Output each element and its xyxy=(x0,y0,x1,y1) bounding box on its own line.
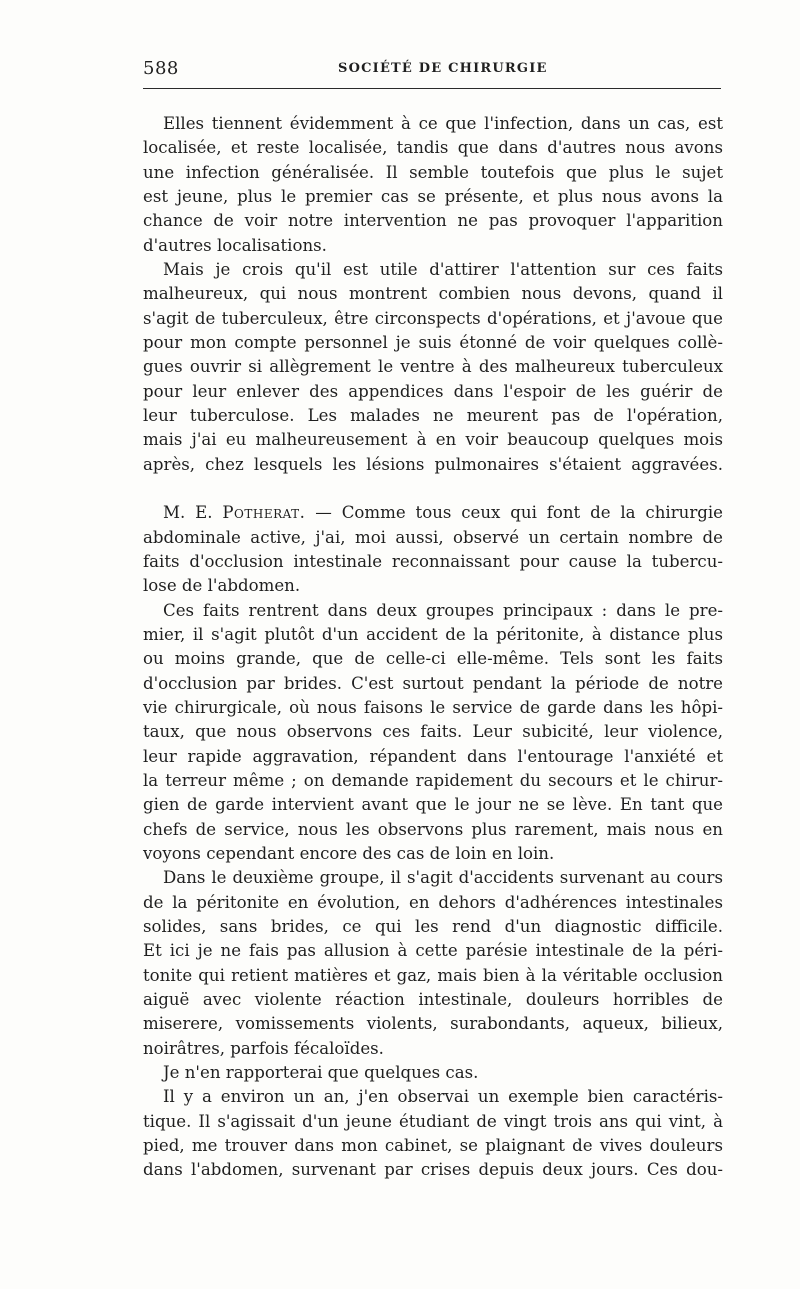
text-line: Et ici je ne fais pas allusion à cette parésie intestinale de la péri- xyxy=(143,941,723,961)
paragraph xyxy=(143,599,723,867)
text-line: abdominale active, j'ai, moi aussi, observé un certain nombre de xyxy=(143,527,723,547)
page-number: 588 xyxy=(143,58,179,79)
text-line: la terreur même ; on demande rapidement du secours et le chirur- xyxy=(143,770,723,790)
text-line: pour mon compte personnel je suis étonné de voir quelques collè- xyxy=(143,333,723,353)
text-line: gien de garde intervient avant que le jour ne se lève. En tant que xyxy=(143,795,723,815)
text-line: voyons cependant encore des cas de loin en loin. xyxy=(143,843,555,863)
text-line: solides, sans brides, ce qui les rend d'un diagnostic difficile. xyxy=(143,917,723,936)
paragraph xyxy=(143,1085,723,1182)
text-line: taux, que nous observons ces faits. Leur subicité, leur violence, xyxy=(143,722,723,742)
text-line: Dans le deuxième groupe, il s'agit d'accidents survenant au cours xyxy=(163,868,723,888)
text-line: Mais je crois qu'il est utile d'attirer l'attention sur ces faits xyxy=(163,260,723,280)
text-line: tonite qui retient matières et gaz, mais bien à la véritable occlusion xyxy=(143,965,723,985)
paragraph-gap xyxy=(143,477,723,501)
running-head: SOCIÉTÉ DE CHIRURGIE xyxy=(338,61,548,76)
paragraph xyxy=(143,866,723,1061)
text-line: mais j'ai eu malheureusement à en voir beaucoup quelques mois xyxy=(143,430,723,450)
speaker-paragraph xyxy=(143,501,723,598)
text-line: une infection généralisée. Il semble toutefois que plus le sujet xyxy=(143,162,723,182)
text-line: chance de voir notre intervention ne pas provoquer l'apparition xyxy=(143,211,723,231)
text-line: Ces faits rentrent dans deux groupes principaux : dans le pre- xyxy=(163,600,723,620)
speaker-line xyxy=(143,501,723,525)
text-line: dans l'abdomen, survenant par crises depuis deux jours. Ces dou- xyxy=(143,1160,723,1180)
text-line: leur rapide aggravation, répandent dans l'entourage l'anxiété et xyxy=(143,746,723,766)
speaker-prefix: M. E. xyxy=(163,503,223,523)
text-line: de la péritonite en évolution, en dehors d'adhérences intestinales xyxy=(143,892,723,912)
body-text xyxy=(143,112,723,1183)
text-line: pied, me trouver dans mon cabinet, se plaignant de vives douleurs xyxy=(143,1136,723,1156)
text-line: Il y a environ un an, j'en observai un exemple bien caractéris- xyxy=(163,1087,723,1107)
text-line: Je n'en rapporterai que quelques cas. xyxy=(163,1063,479,1083)
speaker-name: Potherat. xyxy=(222,503,306,523)
text-line: malheureux, qui nous montrent combien nous devons, quand il xyxy=(143,284,723,304)
text-line: mier, il s'agit plutôt d'un accident de la péritonite, à distance plus xyxy=(143,624,723,644)
paragraph xyxy=(143,1061,723,1085)
header-rule xyxy=(143,88,721,89)
paragraph xyxy=(143,112,723,258)
text-line: Elles tiennent évidemment à ce que l'infection, dans un cas, est xyxy=(163,114,723,133)
text-line: pour leur enlever des appendices dans l'espoir de les guérir de xyxy=(143,381,723,401)
text-line: localisée, et reste localisée, tandis que dans d'autres nous avons xyxy=(143,138,723,158)
text-line: lose de l'abdomen. xyxy=(143,576,301,596)
text-line: noirâtres, parfois fécaloïdes. xyxy=(143,1038,384,1058)
text-line: gues ouvrir si allègrement le ventre à des malheureux tuberculeux xyxy=(143,357,723,377)
text-line: faits d'occlusion intestinale reconnaissant pour cause la tubercu- xyxy=(143,551,723,571)
page-header xyxy=(143,52,723,88)
text-line: chefs de service, nous les observons plus rarement, mais nous en xyxy=(143,819,723,839)
text-line: d'occlusion par brides. C'est surtout pendant la période de notre xyxy=(143,673,723,693)
paragraph xyxy=(143,258,723,477)
text-line: leur tuberculose. Les malades ne meurent pas de l'opération, xyxy=(143,406,723,426)
text-line: s'agit de tuberculeux, être circonspects d'opérations, et j'avoue que xyxy=(143,308,723,328)
text-line: après, chez lesquels les lésions pulmonaires s'étaient aggravées. xyxy=(143,454,723,474)
speaker-line-rest: — Comme tous ceux qui font de la chirurgie xyxy=(305,503,723,523)
text-line: d'autres localisations. xyxy=(143,235,327,255)
text-line: est jeune, plus le premier cas se présente, et plus nous avons la xyxy=(143,187,723,207)
text-line: vie chirurgicale, où nous faisons le service de garde dans les hôpi- xyxy=(143,697,723,717)
text-line: ou moins grande, que de celle-ci elle-même. Tels sont les faits xyxy=(143,649,723,669)
text-line: miserere, vomissements violents, surabondants, aqueux, bilieux, xyxy=(143,1014,723,1034)
text-line: tique. Il s'agissait d'un jeune étudiant de vingt trois ans qui vint, à xyxy=(143,1111,723,1131)
text-line: aiguë avec violente réaction intestinale, douleurs horribles de xyxy=(143,990,723,1010)
